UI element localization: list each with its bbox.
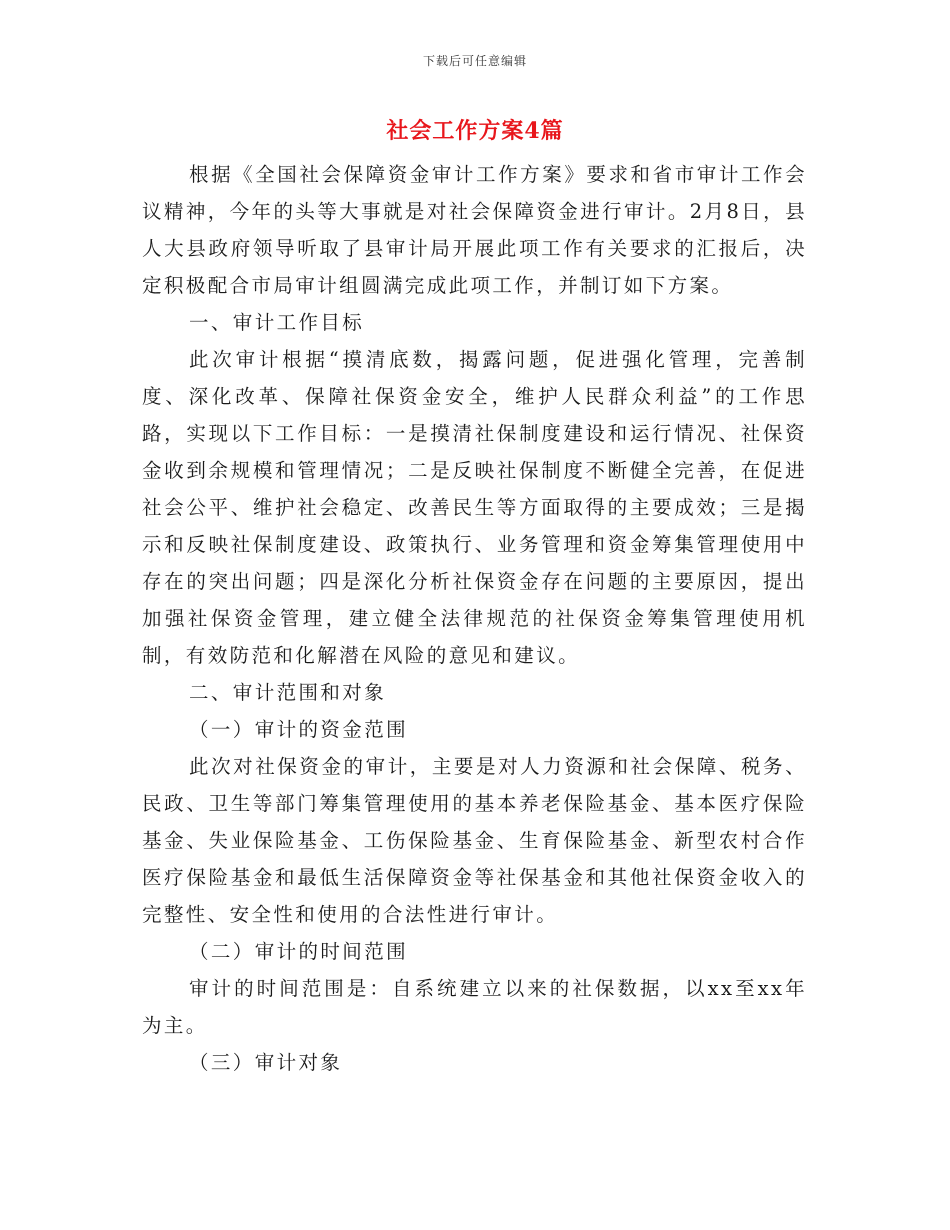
paragraph-goals: 此次审计根据“摸清底数，揭露问题，促进强化管理，完善制度、深化改革、保障社保资金安全，维护人民群众利益”的工作思路，实现以下工作目标：一是摸清社保制度建设和运行情况、社保资金收到余规模和管理情况；二是反映社保制度不断健全完善，在促进社会公平、维护社会稳定、改善民生等方面取得的主要成效；三是揭示和反映社保制度建设、政策执行、业务管理和资金筹集管理使用中存在的突出问题；四是深化分析社保资金存在问题的主要原因，提出加强社保资金管理，建立健全法律规范的社保资金筹集管理使用机制，有效防范和化解潜在风险的意见和建议。 — [142, 348, 807, 667]
document-body — [142, 156, 807, 1081]
subsection-heading-audit-target: （三）审计对象 — [189, 1051, 343, 1074]
paragraph-intro: 根据《全国社会保障资金审计工作方案》要求和省市审计工作会议精神，今年的头等大事就是对社会保障资金进行审计。2月8日，县人大县政府领导听取了县审计局开展此项工作有关要求的汇报后，决定积极配合市局审计组圆满完成此项工作，并制订如下方案。 — [142, 163, 807, 297]
paragraph-time-scope: 审计的时间范围是：自系统建立以来的社保数据，以xx至xx年为主。 — [142, 977, 807, 1037]
page-header-note: 下载后可任意编辑 — [422, 54, 527, 68]
subsection-heading-fund-scope: （一）审计的资金范围 — [189, 718, 409, 741]
subsection-heading-time-scope: （二）审计的时间范围 — [189, 940, 409, 963]
section-heading-goals: 一、审计工作目标 — [189, 311, 365, 334]
document-title: 社会工作方案4篇 — [386, 118, 564, 144]
paragraph-fund-scope: 此次对社保资金的审计，主要是对人力资源和社会保障、税务、民政、卫生等部门筹集管理使用的基本养老保险基金、基本医疗保险基金、失业保险基金、工伤保险基金、生育保险基金、新型农村合作医疗保险基金和最低生活保障资金等社保基金和其他社保资金收入的完整性、安全性和使用的合法性进行审计。 — [142, 755, 807, 926]
section-heading-scope: 二、审计范围和对象 — [189, 681, 387, 704]
